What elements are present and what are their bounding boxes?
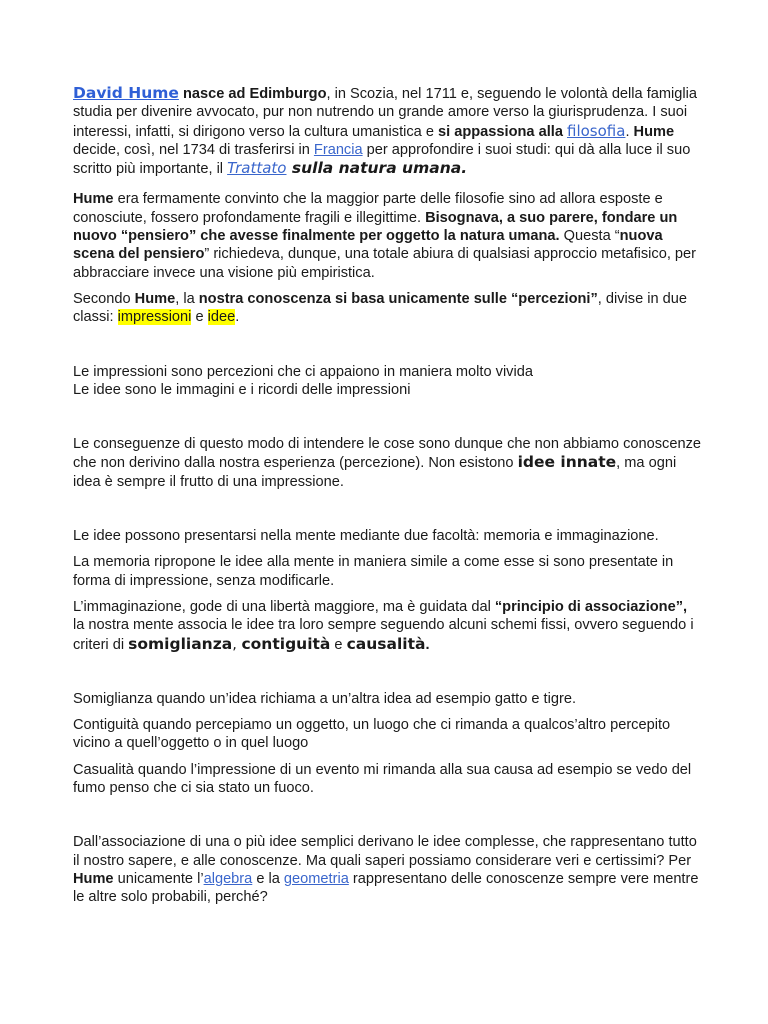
highlight-impressioni: impressioni: [117, 309, 192, 326]
bold-text: nasce ad Edimburgo: [178, 86, 327, 102]
link-geometria[interactable]: geometria: [283, 870, 349, 887]
link-filosofia[interactable]: filosofia: [567, 121, 626, 140]
bold-text: Hume: [633, 123, 675, 140]
link-algebra[interactable]: algebra: [203, 870, 253, 887]
paragraph-immaginazione: L’immaginazione, gode di una libertà maggiore, ma è guidata dal “principio di associazione”, la nostra mente associa le idee tra loro sempre seguendo alcuni schemi fissi, ovvero seguendo i criteri di somiglianza, contiguità e causalità.: [73, 598, 694, 653]
paragraph-definizioni: Le impressioni sono percezioni che ci appaiono in maniera molto vivida Le idee sono le immagini e i ricordi delle impressioni: [73, 363, 533, 398]
document-body: [73, 84, 701, 915]
paragraph-casualita: Casualità quando l’impressione di un evento mi rimanda alla sua causa ad esempio se vedo del fumo penso che ci sia stato un fuoco.: [73, 761, 692, 797]
link-francia[interactable]: Francia: [313, 141, 363, 158]
paragraph-contiguita: Contiguità quando percepiamo un oggetto, un luogo che ci rimanda a qualcos’altro percepito vicino a quell’oggetto o in quel luogo: [73, 717, 671, 752]
bold-text: si appassiona alla: [438, 123, 563, 140]
link-david-hume[interactable]: David Hume: [73, 84, 179, 102]
paragraph-intro: David Hume nasce ad Edimburgo, in Scozia, nel 1711 e, seguendo le volontà della famiglia studia per divenire avvocato, pur non nutrendo un grande amore verso la giurisprudenza. I suoi interessi, infatti, si dirigono verso la cultura umanistica e si appassiona alla filosofia. Hume decide, così, nel 1734 di trasferirsi in Francia per approfondire i suoi studi: qui dà alla luce il suo scritto più importante, il Trattato sulla natura umana.: [73, 84, 697, 178]
paragraph-conoscenza: Secondo Hume, la nostra conoscenza si basa unicamente sulle “percezioni”, divise in due classi: impressioni e idee.: [73, 290, 688, 326]
paragraph-somiglianza: Somiglianza quando un’idea richiama a un’altra idea ad esempio gatto e tigre.: [73, 690, 576, 707]
highlight-idee: idee: [207, 309, 236, 326]
bold-italic-title: sulla natura umana.: [286, 159, 468, 178]
paragraph-conseguenze: Le conseguenze di questo modo di intendere le cose sono dunque che non abbiamo conoscenze che non derivino dalla nostra esperienza (percezione). Non esistono idee innate, ma ogni idea è sempre il frutto di una impressione.: [73, 436, 701, 490]
paragraph-associazione: Dall’associazione di una o più idee semplici derivano le idee complesse, che rappresentano tutto il nostro sapere, e alle conoscenze. Ma quali saperi possiamo considerare veri e certissimi? Per Hume unicamente l’algebra e la geometria rappresentano delle conoscenze sempre vere mentre le altre solo probabili, perché?: [73, 834, 699, 906]
paragraph-facolta: Le idee possono presentarsi nella mente mediante due facoltà: memoria e immaginazione.: [73, 528, 659, 545]
paragraph-hume-convinto: Hume era fermamente convinto che la maggior parte delle filosofie sino ad allora esposte e conosciute, fossero profondamente fragili e illegittime. Bisognava, a suo parere, fondare un nuovo “pensiero” che avesse finalmente per oggetto la natura umana. Questa “nuova scena del pensiero” richiedeva, dunque, una totale abiura di qualsiasi approccio metafisico, per abbracciare invece una visione più empiristica.: [73, 191, 697, 281]
paragraph-memoria: La memoria ripropone le idee alla mente in maniera simile a come esse si sono presentate in forma di impressione, senza modificarle.: [73, 554, 674, 589]
link-trattato[interactable]: Trattato: [227, 159, 287, 178]
